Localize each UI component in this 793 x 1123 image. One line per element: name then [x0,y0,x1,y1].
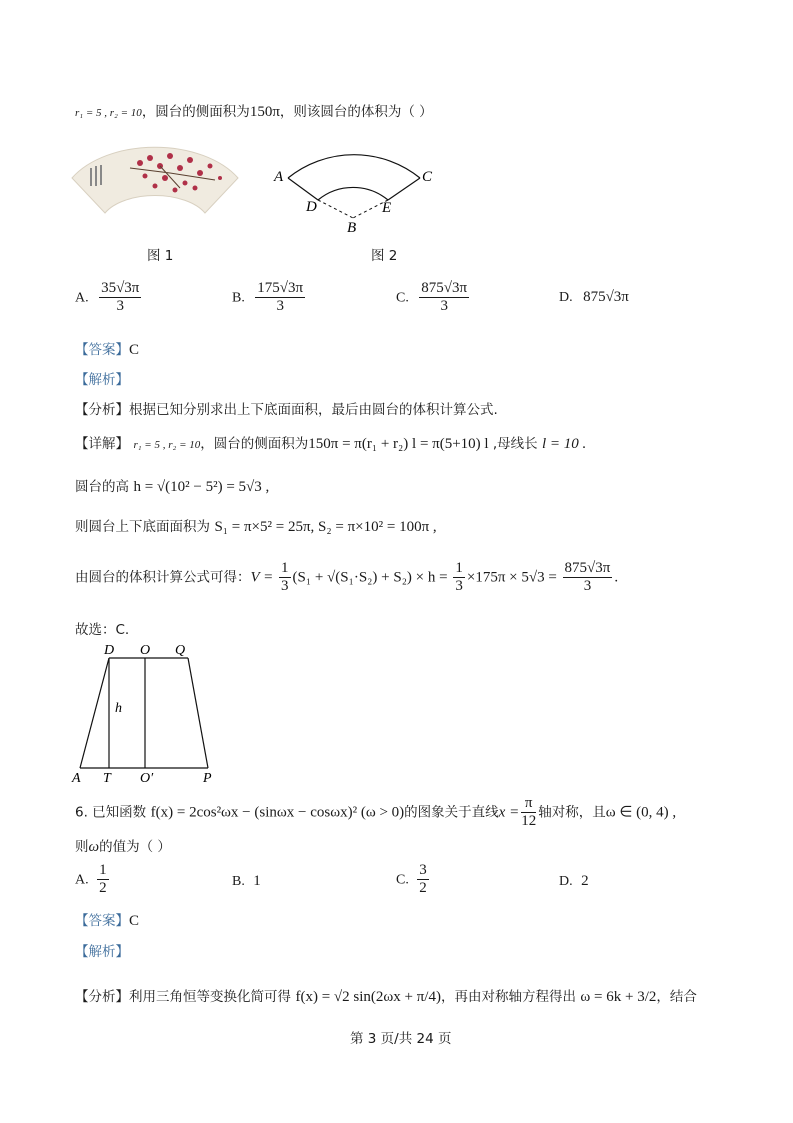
q5-choose: 故选：C. [75,622,130,638]
q5-fenxi: 【分析】根据已知分别求出上下底面面积，最后由圆台的体积计算公式. [75,402,498,418]
trap-label-q: Q [175,643,186,658]
q6-option-a: A. $\frac{1}{2}$ [75,862,107,896]
q6-fenxi: 【分析】利用三角恒等变换化简可得 f(x) = √2 sin(2ωx + π/4)，再由对称轴方程得出 ω = 6k + 3/2，结合 [75,989,697,1005]
fig1-caption: 图 1 [147,248,174,264]
figure-2-sector-diagram [270,130,440,235]
q5-area-line: 则圆台上下底面面积为 S₁ = π×5² = 25π, S₂ = π×10² = 100π , [75,519,437,535]
q5-analysis-tag: 【解析】 [75,372,129,388]
trap-label-h: h [115,701,122,716]
q6-analysis-tag: 【解析】 [75,944,129,960]
q5-option-c: C. $\frac{875√3\pi}{3}$ [396,280,468,314]
fig2-caption: 图 2 [371,248,398,264]
page-footer: 第 3 页/共 24 页 [350,1031,452,1047]
q5-given: r₁ = 5 , r₂ = 10 [75,107,142,119]
q6-stem: 6. 已知函数 f(x) = 2cos²ωx − (sinωx − cosωx)² (ω > 0)的图象关于直线x = $\frac{\pi}{12}$ 轴对称，且ω ∈ (0, 4) , [75,795,677,829]
q5-option-a: A. $\frac{35√3\pi}{3}$ [75,280,140,314]
fig2-label-e: E [382,200,392,216]
q5-stem-text: ，圆台的侧面积为 [141,104,250,120]
q5-height-line: 圆台的高 h = √(10² − 5²) = 5√3 , [75,479,270,495]
fig2-label-a: A [274,169,284,185]
fig2-label-c: C [422,169,433,185]
trap-label-d: D [104,643,115,658]
q5-xiangjie: 【详解】 r₁ = 5 , r₂ = 10，圆台的侧面积为150π = π(r₁ + r₂) l = π(5+10) l ,母线长 l = 10 . [75,436,587,452]
q6-option-c: C. $\frac{3}{2}$ [396,862,427,896]
trap-label-a: A [72,771,81,785]
figure-1-fan-painting [70,138,240,218]
q5-volume-line: 由圆台的体积计算公式可得：V = $\frac{1}{3}$ (S₁ + √(S₁·S₂) + S₂) × h = $\frac{1}{3}$ ×175π × 5√3 = $\frac{875√3\pi}{3}$ . [75,560,619,594]
q5-answer: 【答案】C [75,342,140,358]
q6-answer: 【答案】C [75,913,140,929]
q5-area: 150π [249,104,280,120]
q5-stem [75,100,433,121]
q5-stem-tail: ，则该圆台的体积为（ ） [279,104,433,120]
trap-label-o-prime: O′ [140,771,154,785]
trapezoid-section-diagram [70,640,230,785]
trap-label-t: T [103,771,111,785]
q6-stem-line2: 则ω的值为（ ） [75,839,171,855]
q6-option-d: D. 2 [559,873,589,889]
trap-label-p: P [203,771,212,785]
q5-option-b: B. $\frac{175√3\pi}{3}$ [232,280,304,314]
trap-label-o: O [140,643,151,658]
q6-option-b: B. 1 [232,873,261,889]
fig2-label-b: B [347,220,357,235]
fig2-label-d: D [306,199,317,215]
q5-option-d: D. 875√3π [559,289,629,305]
